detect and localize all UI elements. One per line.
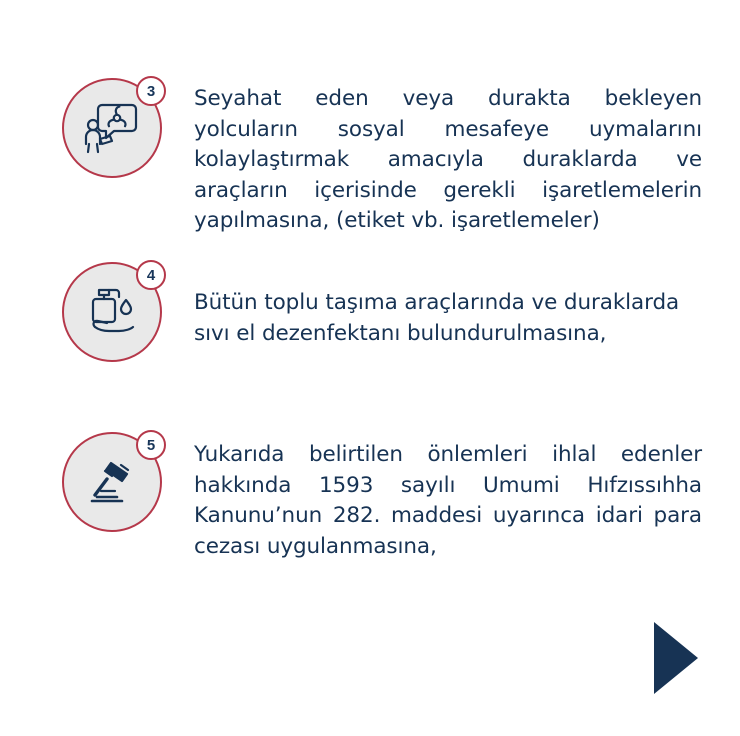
item-number: 3 [136,76,166,106]
gavel-icon [83,453,141,511]
biohazard-speech-bubble-icon [82,99,142,157]
item-number: 4 [136,260,166,290]
item-text: Bütün toplu taşıma araçlarında ve duraklarda sıvı el dezenfektanı bulundurulmasına, [194,290,680,346]
item-number: 5 [136,430,166,460]
hand-sanitizer-icon [83,283,141,341]
list-item [62,78,702,237]
list-item [62,432,702,562]
play-triangle-icon[interactable] [654,622,698,694]
icon-badge-3 [62,78,162,178]
item-text: Seyahat eden veya durakta bekleyen yolcuların sosyal mesafeye uymalarını kolaylaştırmak amacıyla duraklarda ve araçların içerisinde gerekli işaretlemelerin yapılmasına, (etiket vb. işaretlemeler) [194,86,702,234]
list-item [62,262,702,362]
item-text: Yukarıda belirtilen önlemleri ihlal edenler hakkında 1593 sayılı Umumi Hıfzıssıhha Kanunu’nun 282. maddesi uyarınca idari para cezası uygulanmasına, [194,442,702,559]
icon-badge-5 [62,432,162,532]
icon-badge-4 [62,262,162,362]
